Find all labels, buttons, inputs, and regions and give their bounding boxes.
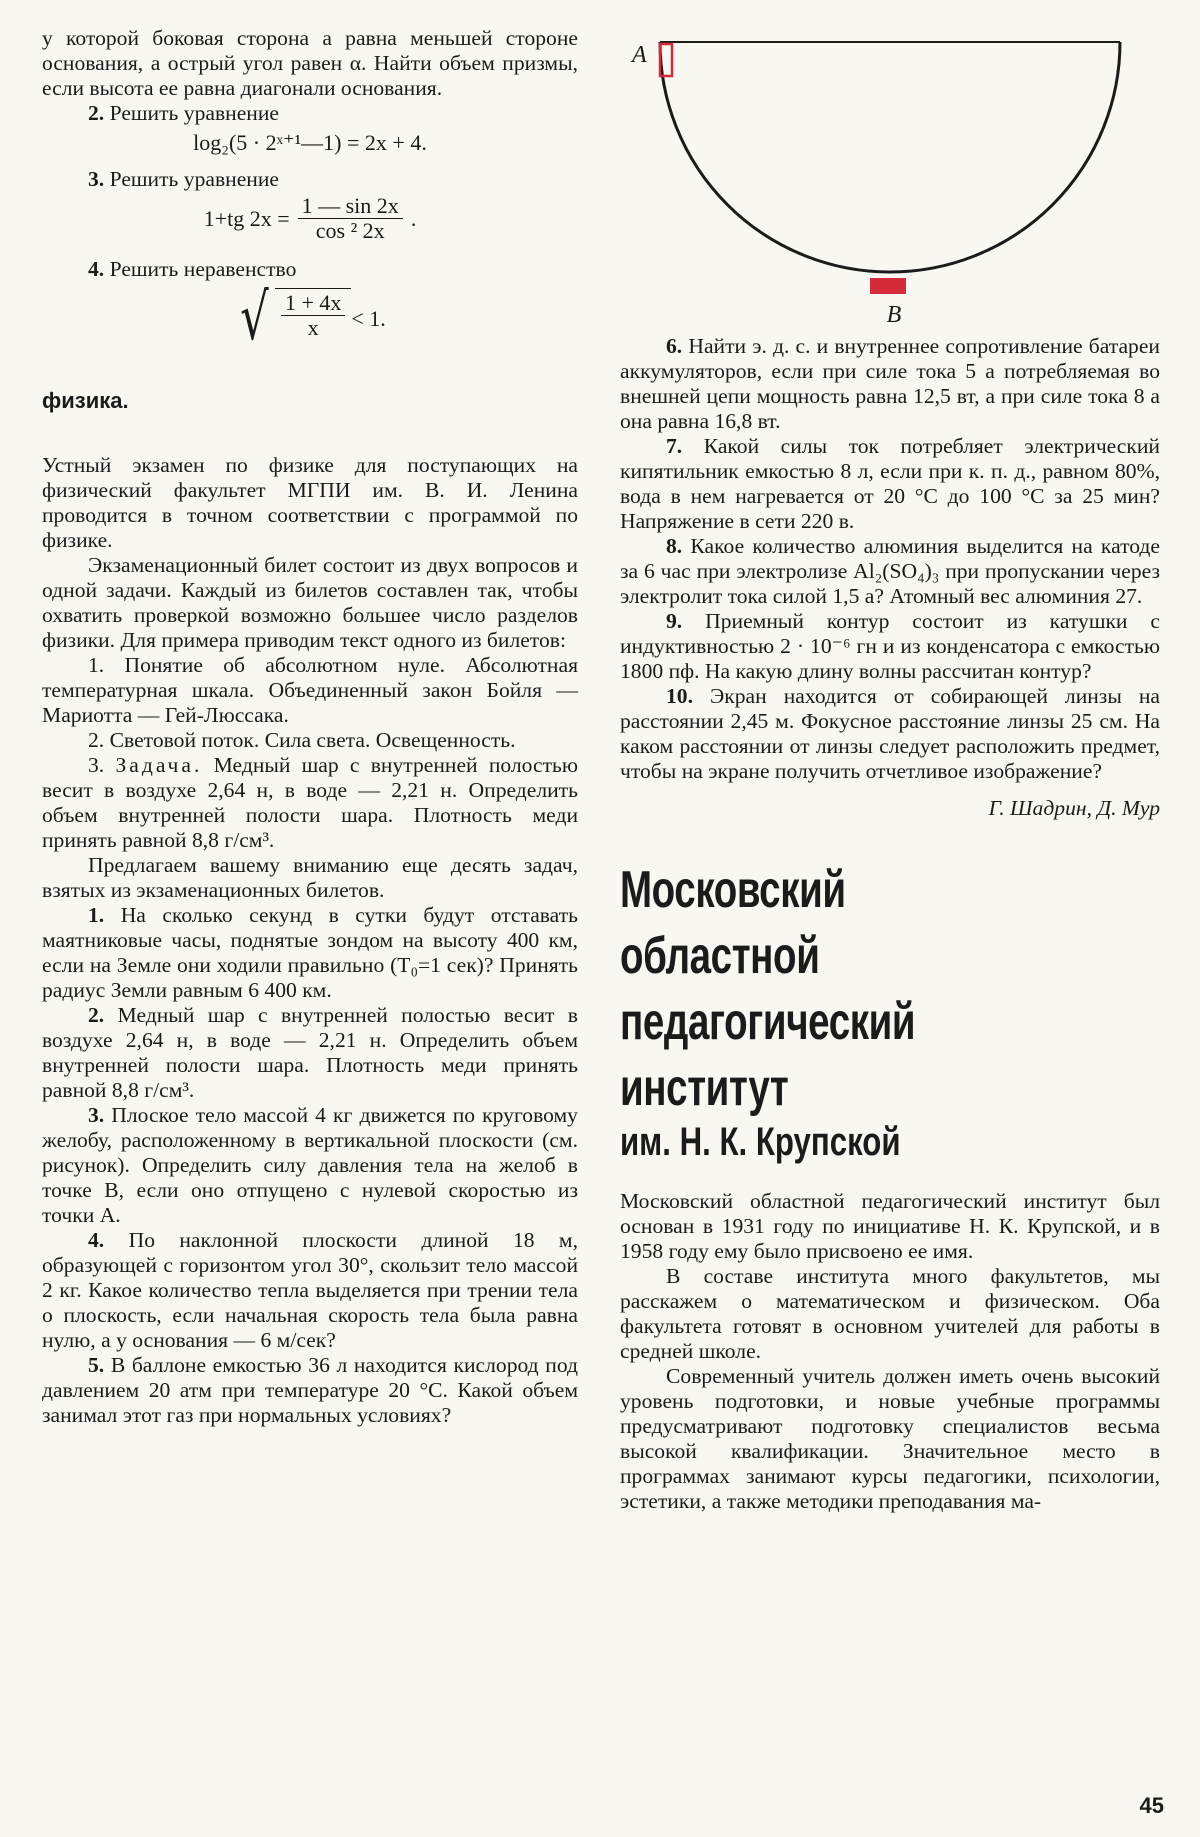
article-paragraph-2: В составе института много факультетов, мы расскажем о математическом и физическом. Оба факультета готовят в основном учителей для работы в средней школе. [620, 1264, 1160, 1363]
problem-10: 10. Экран находится от собирающей линзы на расстоянии 2,45 м. Фокусное расстояние линзы 25 см. На каком расстоянии от линзы следует расположить предмет, чтобы на экране получить отчетливое изображение? [620, 684, 1160, 783]
problem-4: 4. По наклонной плоскости длиной 18 м, образующей с горизонтом угол 30°, скользит тело массой 2 кг. Какое количество тепла выделяется при трении тела о плоскость, если начальная скорость тела была равна нулю, а у основания — 6 м/сек? [42, 1228, 578, 1352]
left-column [42, 26, 578, 1428]
problem-7: 7. Какой силы ток потребляет электрический кипятильник емкостью 8 л, если при к. п. д., равном 80%, вода в нем нагревается от 20 °С до 100 °С за 25 мин? Напряжение в сети 220 в. [620, 434, 1160, 533]
ticket-item-1: 1. Понятие об абсолютном нуле. Абсолютная температурная шкала. Объединенный закон Бойля — Мариотта — Гей-Люссака. [42, 653, 579, 727]
math-problem-2: 2. Решить уравнение [88, 101, 279, 125]
formula-log: log₂(5 · 2ˣ⁺¹—1) = 2x + 4. [193, 130, 427, 155]
page-number: 45 [1139, 1793, 1164, 1818]
math-problem-3: 3. Решить уравнение [88, 167, 279, 191]
math-problem-4: 4. Решить неравенство [88, 257, 297, 281]
formula-radical: √ $\frac{1 + 4x}{x}$ < 1. [240, 281, 386, 355]
authors-signature: Г. Шадрин, Д. Мур [988, 796, 1160, 820]
label-a: A [632, 42, 647, 68]
article-paragraph-1: Московский областной педагогический институт был основан в 1931 году по инициативе Н. К. Крупской, и в 1958 году ему было присвоено ее имя. [620, 1189, 1160, 1263]
article-title-block [620, 857, 1160, 1189]
intro-continuation: у которой боковая сторона a равна меньшей стороне основания, а острый угол равен α. Найти объем призмы, если высота ее равна диагонали основания. [42, 26, 578, 100]
sqrt-icon: √ [240, 281, 269, 355]
physics-intro: Устный экзамен по физике для поступающих на физический факультет МГПИ им. В. И. Ленина проводится в точном соответствии с программой по физике. [42, 453, 578, 552]
semicircle-trough-figure [620, 26, 1160, 326]
problem-3: 3. Плоское тело массой 4 кг движется по круговому желобу, расположенному в вертикальной плоскости (см. рисунок). Определить силу давления тела на желоб в точке B, если оно отпущено с нулевой скоростью из точки A. [42, 1103, 578, 1227]
fraction: $\frac{1 — \sin 2x}{\text{cos ² 2x}}$ [298, 194, 403, 243]
problem-5: 5. В баллоне емкостью 36 л находится кислород под давлением 20 атм при температуре 20 °С. Какой объем занимал этот газ при нормальных условиях? [42, 1353, 578, 1427]
problem-6: 6. Найти э. д. с. и внутреннее сопротивление батареи аккумуляторов, если при силе тока 5 a потребляемая во внешней цепи мощность равна 12,5 вт, а при силе тока 8 a она равна 16,8 вт. [620, 334, 1160, 433]
right-column [620, 26, 1160, 1514]
problem-9: 9. Приемный контур состоит из катушки с индуктивностью 2 · 10⁻⁶ гн и из конденсатора с емкостью 1800 пф. На какую длину волны рассчитан контур? [620, 609, 1161, 683]
problem-2: 2. Медный шар с внутренней полостью весит в воздухе 2,64 н, в воде — 2,21 н. Определить объем внутренней полости шара. Плотность меди принять равной 8,8 г/см³. [42, 1003, 578, 1102]
formula-tg: 1+tg 2x = $\frac{1 — \sin 2x}{\text{cos ² 2x}}$ . [203, 193, 417, 243]
ticket-intro: Экзаменационный билет состоит из двух вопросов и одной задачи. Каждый из билетов составлен так, чтобы охватить проверкой возможно большее число разделов физики. Для примера приводим текст одного из билетов: [42, 553, 578, 652]
ticket-item-3: 3. Задача. Медный шар с внутренней полостью весит в воздухе 2,64 н, в воде — 2,21 н. Определить объем внутренней полости шара. Плотность меди принять равной 8,8 г/см³. [42, 753, 578, 852]
physics-heading: физика. [42, 388, 129, 413]
article-title: Московский областной педагогический институт [620, 861, 916, 1117]
article-paragraph-3: Современный учитель должен иметь очень высокий уровень подготовки, и новые учебные программы предусматривают подготовку специалистов весьма высокой квалификации. Значительное место в программах занимают курсы педагогики, психологии, эстетики, а также методики преподавания ма- [620, 1364, 1160, 1513]
body-at-point-b [870, 278, 906, 294]
article-subtitle: им. Н. К. Крупской [620, 1120, 901, 1164]
ticket-item-2: 2. Световой поток. Сила света. Освещенность. [88, 728, 516, 752]
fraction: $\frac{1 + 4x}{x}$ [281, 291, 345, 340]
trough-arc [660, 42, 1120, 272]
label-b: B [886, 302, 902, 326]
offer-text: Предлагаем вашему вниманию еще десять задач, взятых из экзаменационных билетов. [42, 853, 578, 902]
problem-1: 1. На сколько секунд в сутки будут отставать маятниковые часы, поднятые зондом на высоту 400 км, если на Земле они ходили правильно (T₀=1 сек)? Принять радиус Земли равным 6 400 км. [42, 903, 578, 1002]
problem-8: 8. Какое количество алюминия выделится на катоде за 6 час при электролизе Al₂(SO₄)₃ при пропускании через электролит тока силой 1,5 a? Атомный вес алюминия 27. [620, 534, 1160, 608]
